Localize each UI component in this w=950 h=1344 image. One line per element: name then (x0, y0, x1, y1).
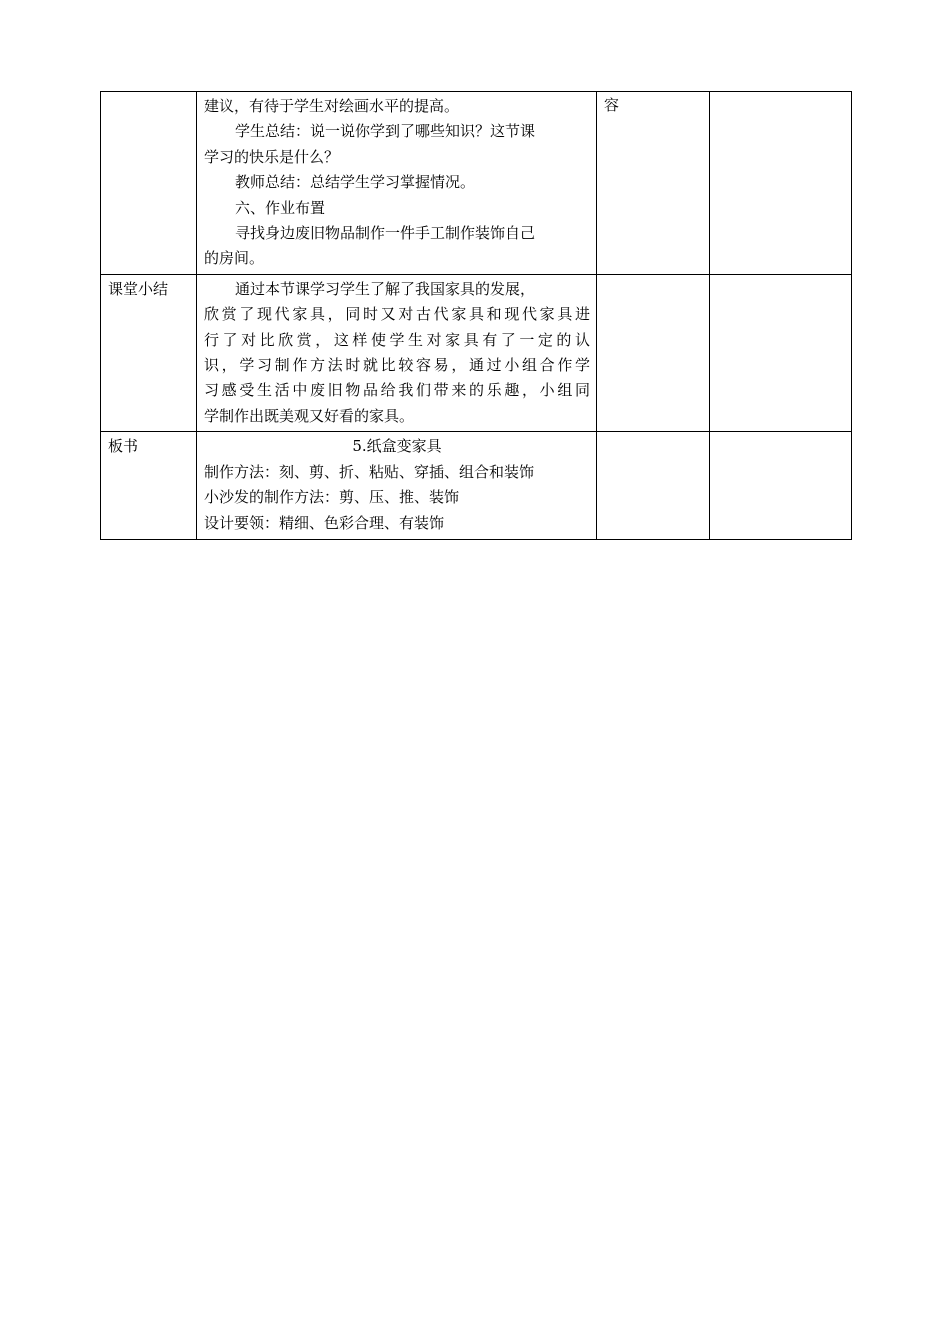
content-line: 学习的快乐是什么？ (204, 147, 340, 166)
content-line: 学制作出既美观又好看的家具。 (204, 406, 415, 425)
content-line: 寻找身边废旧物品制作一件手工制作装饰自己 (235, 224, 536, 243)
content-line: 行了对比欣赏，这样使学生对家具有了一定的认 (204, 330, 590, 349)
row-extra-cell (597, 432, 710, 539)
content-line: 学生总结：说一说你学到了哪些知识？这节课 (235, 122, 536, 141)
content-line: 建议，有待于学生对绘画水平的提高。 (204, 97, 460, 115)
row-last-cell (710, 432, 852, 539)
board-title: 5.纸盒变家具 (352, 437, 442, 456)
content-line: 习感受生活中废旧物品给我们带来的乐趣，小组同 (204, 381, 590, 400)
content-line: 六、作业布置 (235, 198, 326, 217)
row-extra-cell (597, 274, 710, 431)
lesson-plan-table (100, 91, 852, 540)
content-line: 欣赏了现代家具，同时又对古代家具和现代家具进 (204, 305, 590, 324)
content-line: 小沙发的制作方法：剪、压、推、装饰 (204, 488, 460, 507)
row-content-cell (197, 274, 597, 431)
content-line: 识，学习制作方法时就比较容易，通过小组合作学 (204, 356, 590, 375)
content-line: 设计要领：精细、色彩合理、有装饰 (204, 514, 445, 533)
row-last-cell (710, 274, 852, 431)
row-extra-cell: 容 (597, 92, 710, 275)
table-row-continuation (101, 92, 852, 275)
row-label-cell (101, 432, 197, 539)
row-label-cell (101, 274, 197, 431)
table-row-summary (101, 274, 852, 431)
row-label-cell (101, 92, 197, 275)
row-label: 课堂小结 (108, 279, 169, 298)
row-label: 板书 (108, 437, 139, 456)
row-content-cell (197, 432, 597, 539)
content-line: 教师总结：总结学生学习掌握情况。 (235, 173, 476, 192)
row-content-cell (197, 92, 597, 275)
content-line: 通过本节课学习学生了解了我国家具的发展， (235, 279, 536, 298)
row-last-cell (710, 92, 852, 275)
content-line: 的房间。 (204, 249, 265, 268)
table-row-board (101, 432, 852, 539)
content-line: 制作方法：刻、剪、折、粘贴、穿插、组合和装饰 (204, 462, 535, 481)
